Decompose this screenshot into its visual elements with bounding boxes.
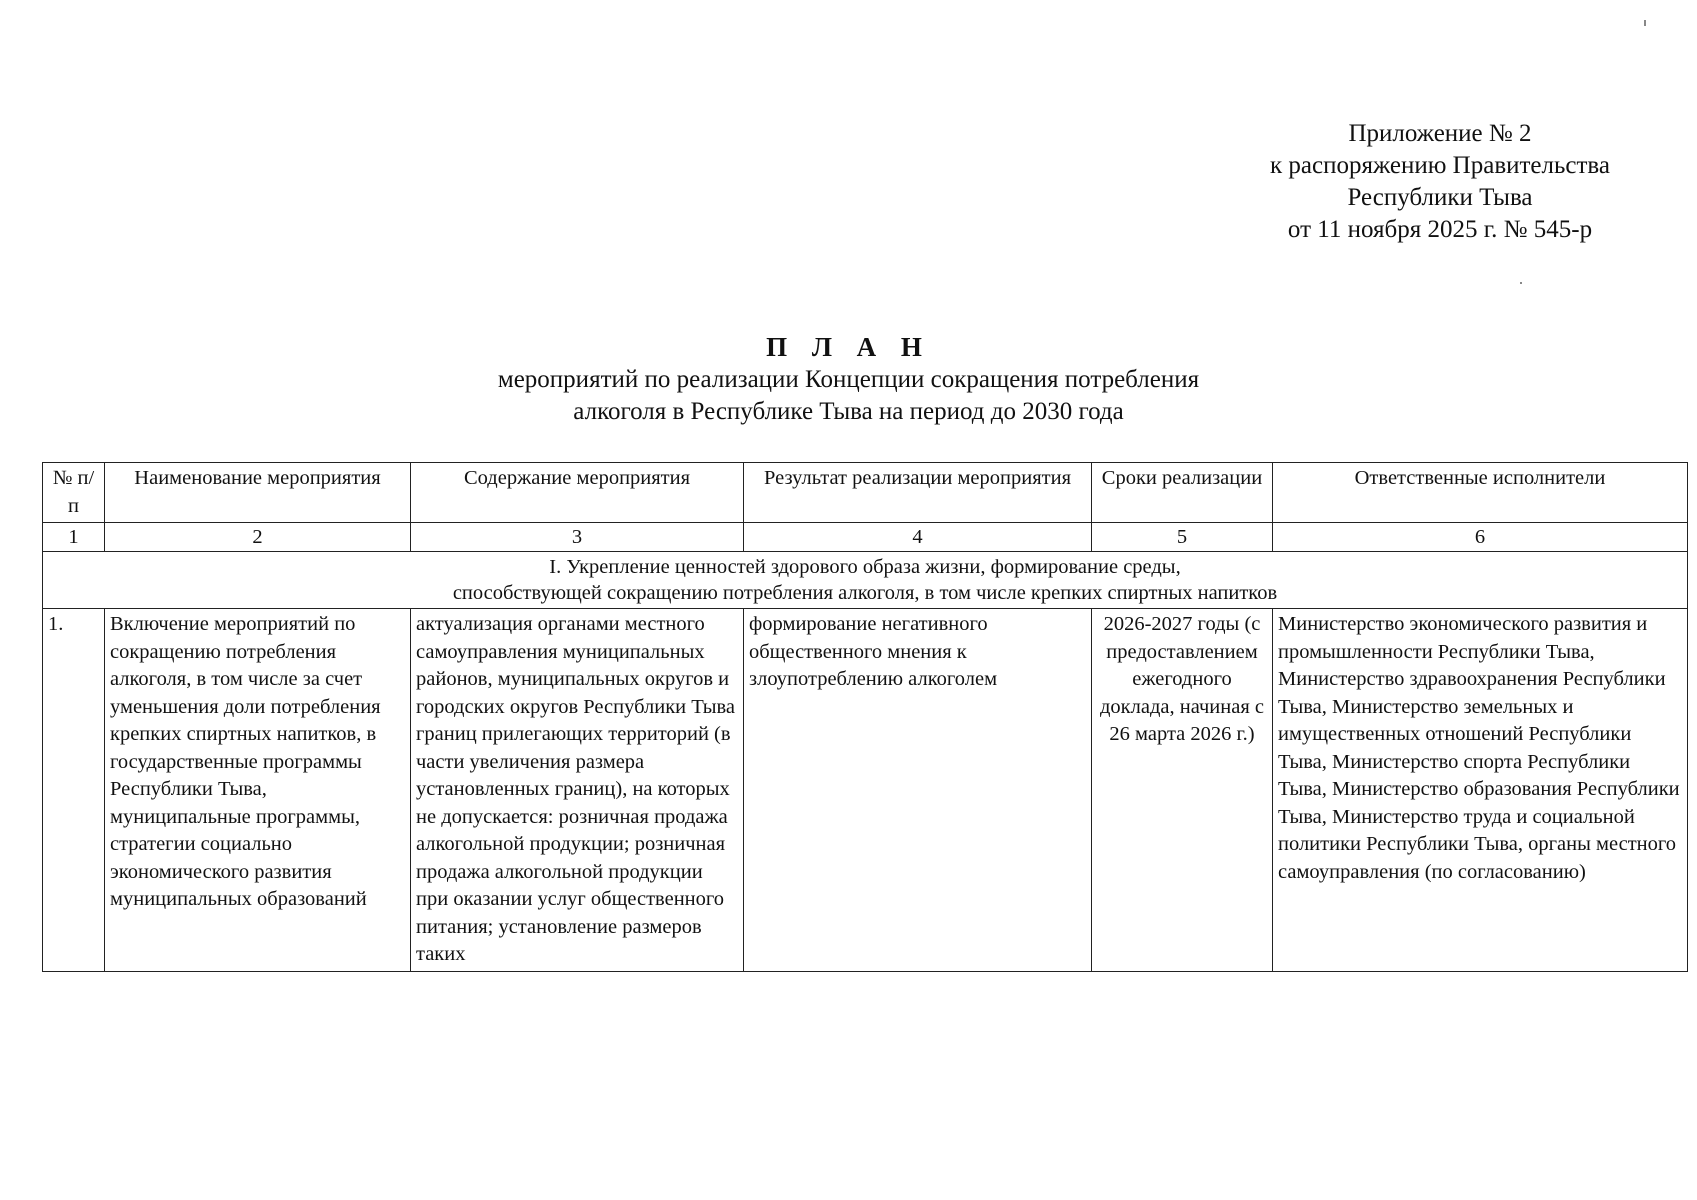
header-deadline: Сроки реализации — [1092, 463, 1273, 523]
column-number-row — [43, 523, 1688, 552]
column-number-3: 3 — [411, 523, 744, 552]
appendix-line-2: к распоряжению Правительства — [1269, 152, 1610, 179]
table-header-row — [43, 463, 1688, 523]
row-deadline: 2026-2027 годы (с предоставлением ежегодного доклада, начиная с 26 марта 2026 г.) — [1092, 609, 1273, 972]
plan-heading: П Л А Н — [766, 332, 931, 362]
column-number-5: 5 — [1092, 523, 1273, 552]
header-name: Наименование мероприятия — [105, 463, 411, 523]
scan-speck — [1520, 282, 1522, 284]
section-heading-line-2: способствующей сокращению потребления алкоголя, в том числе крепких спиртных напитков — [452, 582, 1278, 604]
row-content: актуализация органами местного самоуправления муниципальных районов, муниципальных округов и городских округов Республики Тыва границ прилегающих территорий (в части увеличения размера установленных границ), на которых не допускается: розничная продажа алкогольной продукции; розничная продажа алкогольной продукции при оказании услуг общественного питания; установление размеров таких — [411, 609, 744, 972]
column-number-1: 1 — [43, 523, 105, 552]
row-name: Включение мероприятий по сокращению потребления алкоголя, в том числе за счет уменьшения доли потребления крепких спиртных напитков, в государственные программы Республики Тыва, муниципальные программы, стратегии социально экономического развития муниципальных образований — [105, 609, 411, 972]
appendix-line-1: Приложение № 2 — [1348, 120, 1532, 147]
row-result: формирование негативного общественного мнения к злоупотреблению алкоголем — [744, 609, 1092, 972]
plan-subtitle-line-1: мероприятий по реализации Концепции сокращения потребления — [497, 366, 1200, 393]
column-number-4: 4 — [744, 523, 1092, 552]
section-heading — [43, 552, 1688, 609]
row-responsible: Министерство экономического развития и промышленности Республики Тыва, Министерство здравоохранения Республики Тыва, Министерство земельных и имущественных отношений Республики Тыва, Министерство спорта Республики Тыва, Министерство образования Республики Тыва, Министерство труда и социальной политики Республики Тыва, органы местного самоуправления (по согласованию) — [1273, 609, 1688, 972]
plan-table — [42, 462, 1688, 972]
row-number: 1. — [43, 609, 105, 972]
header-responsible: Ответственные исполнители — [1273, 463, 1688, 523]
column-number-2: 2 — [105, 523, 411, 552]
header-result: Результат реализации мероприятия — [744, 463, 1092, 523]
section-row — [43, 552, 1688, 609]
header-content: Содержание мероприятия — [411, 463, 744, 523]
section-heading-line-1: I. Укрепление ценностей здорового образа жизни, формирование среды, — [549, 556, 1181, 578]
plan-subtitle-line-2: алкоголя в Республике Тыва на период до 2030 года — [573, 398, 1124, 425]
header-number: № п/п — [43, 463, 105, 523]
appendix-block — [1230, 118, 1650, 246]
scan-speck — [1644, 20, 1646, 26]
appendix-line-3: Республики Тыва — [1347, 184, 1533, 211]
table-row — [43, 609, 1688, 972]
appendix-line-4: от 11 ноября 2025 г. № 545-р — [1287, 216, 1593, 243]
column-number-6: 6 — [1273, 523, 1688, 552]
document-title — [0, 330, 1697, 428]
